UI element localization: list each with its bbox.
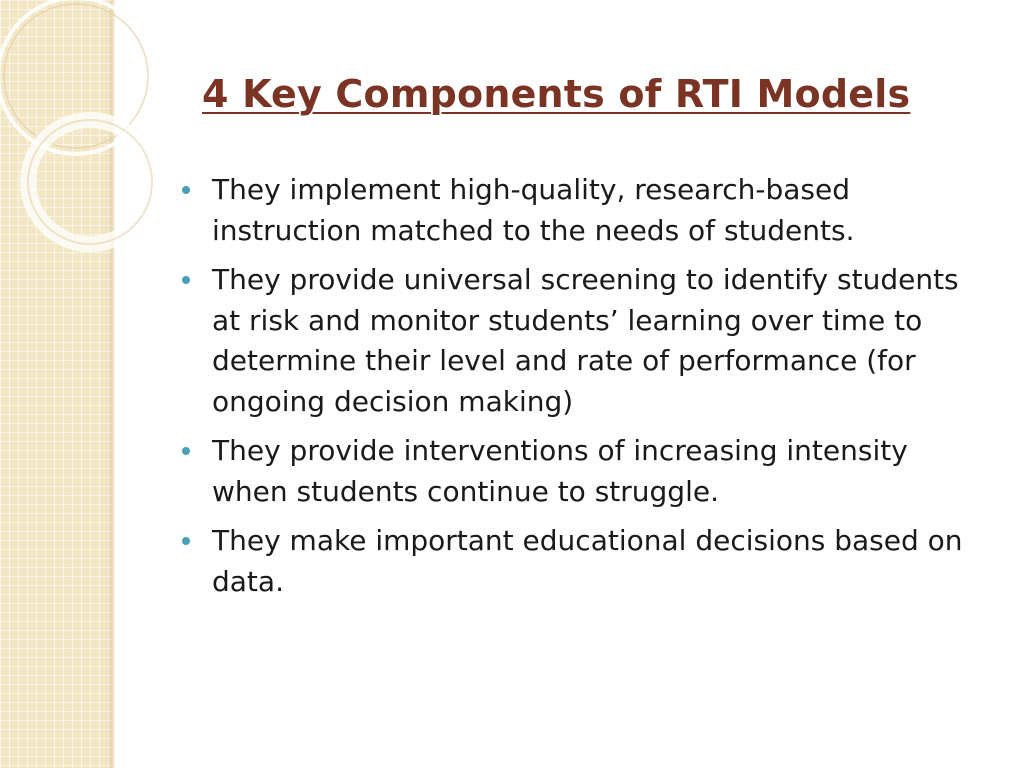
bullet-icon [182, 186, 190, 194]
bullet-icon [182, 537, 190, 545]
bullet-text: They implement high-quality, research-based instruction matched to the needs of students. [212, 173, 855, 247]
bullet-item [182, 431, 982, 512]
bullet-text: They make important educational decisions based on data. [212, 524, 963, 598]
bullet-item [182, 170, 982, 251]
bullet-icon [182, 447, 190, 455]
slide-title: 4 Key Components of RTI Models [202, 72, 911, 116]
bullet-text: They provide universal screening to identify students at risk and monitor students’ learning over time to determine their level and rate of performance (for ongoing decision making) [212, 263, 959, 418]
bullet-text: They provide interventions of increasing intensity when students continue to struggle. [212, 434, 908, 508]
bullet-icon [182, 276, 190, 284]
bullet-item [182, 521, 982, 602]
bullet-list [182, 170, 982, 611]
decorative-rings-icon [0, 0, 200, 260]
bullet-item [182, 260, 982, 422]
